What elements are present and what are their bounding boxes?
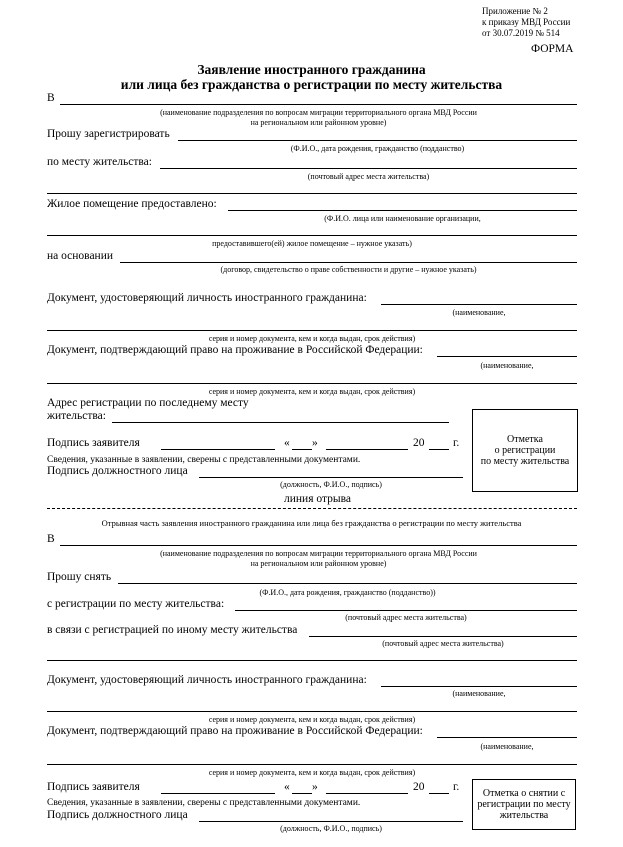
tear-official-sig-field[interactable] xyxy=(199,821,463,822)
basis-hint: (договор, свидетельство о праве собственности и другие – нужное указать) xyxy=(220,265,477,274)
register-label: Прошу зарегистрировать xyxy=(47,128,170,140)
official-hint: (должность, Ф.И.О., подпись) xyxy=(280,480,382,489)
dept-hint-1: (наименование подразделения по вопросам миграции территориального органа МВД России xyxy=(160,108,477,117)
tear-caption: Отрывная часть заявления иностранного гражданина или лица без гражданства о регистрации по месту жительства xyxy=(101,518,522,528)
due-to-field-2[interactable] xyxy=(47,660,577,661)
signature-label: Подпись заявителя xyxy=(47,437,140,449)
tear-verified-text: Сведения, указанные в заявлении, сверены с представленными документами. xyxy=(47,798,361,808)
tear-address-hint-2: (почтовый адрес места жительства) xyxy=(382,639,504,648)
deregistration-stamp-box xyxy=(472,779,576,830)
stamp-line-2: о регистрации xyxy=(494,445,556,456)
tear-right-doc-field-2[interactable] xyxy=(47,764,577,765)
right-doc-label: Документ, подтверждающий право на проживание в Российской Федерации: xyxy=(47,344,423,356)
month-field[interactable] xyxy=(326,449,408,450)
remove-label: Прошу снять xyxy=(47,571,112,583)
register-field[interactable] xyxy=(178,140,577,141)
tear-right-name-hint: (наименование, xyxy=(480,742,534,751)
stamp-line-1: Отметка xyxy=(507,434,543,445)
housing-label: Жилое помещение предоставлено: xyxy=(47,198,217,210)
tear-day-field[interactable] xyxy=(292,793,312,794)
page-title-line-2: или лица без гражданства о регистрации по месту жительства xyxy=(120,77,503,92)
housing-hint-1: (Ф.И.О. лица или наименование организации, xyxy=(324,214,481,223)
id-series-hint: серия и номер документа, кем и когда выдан, срок действия) xyxy=(208,334,416,343)
tear-year-suffix: г. xyxy=(453,781,460,793)
to-prefix: В xyxy=(47,92,55,104)
quote-close: » xyxy=(312,437,318,449)
year-prefix: 20 xyxy=(413,437,425,449)
tear-right-doc-label: Документ, подтверждающий право на проживание в Российской Федерации: xyxy=(47,725,423,737)
housing-field-2[interactable] xyxy=(47,235,577,236)
dept-field[interactable] xyxy=(60,104,577,105)
tear-right-doc-field[interactable] xyxy=(437,737,577,738)
tear-signature-field[interactable] xyxy=(161,793,275,794)
tear-month-field[interactable] xyxy=(326,793,408,794)
tear-quote-close: » xyxy=(312,781,318,793)
tear-address-hint: (почтовый адрес места жительства) xyxy=(345,613,467,622)
tear-id-name-hint: (наименование, xyxy=(452,689,506,698)
right-series-hint: серия и номер документа, кем и когда выдан, срок действия) xyxy=(208,387,416,396)
tear-quote-open: « xyxy=(284,781,290,793)
residence-field-2[interactable] xyxy=(47,193,577,194)
page-title-line-1: Заявление иностранного гражданина xyxy=(197,62,426,77)
year-field[interactable] xyxy=(429,449,449,450)
id-doc-label: Документ, удостоверяющий личность иностранного гражданина: xyxy=(47,292,367,304)
tear-line xyxy=(47,508,577,509)
last-addr-label-2: жительства: xyxy=(47,410,106,422)
tear-signature-label: Подпись заявителя xyxy=(47,781,140,793)
residence-label: по месту жительства: xyxy=(47,156,152,168)
verified-text: Сведения, указанные в заявлении, сверены с представленными документами. xyxy=(47,455,361,465)
id-doc-field-2[interactable] xyxy=(47,330,577,331)
year-suffix: г. xyxy=(453,437,460,449)
right-doc-field[interactable] xyxy=(437,356,577,357)
tear-official-sig-label: Подпись должностного лица xyxy=(47,809,188,821)
tear-year-field[interactable] xyxy=(429,793,449,794)
form-label: ФОРМА xyxy=(531,43,574,55)
appendix-line-2: к приказу МВД России xyxy=(482,17,571,27)
from-reg-field[interactable] xyxy=(235,610,577,611)
remove-field[interactable] xyxy=(118,583,577,584)
id-name-hint: (наименование, xyxy=(452,308,506,317)
housing-hint-2: предоставившего(ей) жилое помещение – нужное указать) xyxy=(212,239,412,248)
tear-id-series-hint: серия и номер документа, кем и когда выдан, срок действия) xyxy=(208,715,416,724)
housing-field[interactable] xyxy=(228,210,577,211)
residence-field[interactable] xyxy=(160,168,577,169)
dept-hint-2: на региональном или районном уровне) xyxy=(250,118,387,127)
right-name-hint: (наименование, xyxy=(480,361,534,370)
appendix-line-1: Приложение № 2 xyxy=(482,6,548,16)
from-reg-label: с регистрации по месту жительства: xyxy=(47,598,225,610)
tear-id-doc-field[interactable] xyxy=(381,686,577,687)
tear-dept-hint-1: (наименование подразделения по вопросам миграции территориального органа МВД России xyxy=(160,549,477,558)
quote-open: « xyxy=(284,437,290,449)
deregistration-stamp-text: Отметка о снятии с регистрации по месту жительства xyxy=(477,788,571,821)
id-doc-field[interactable] xyxy=(381,304,577,305)
tear-line-label: линия отрыва xyxy=(284,493,351,505)
tear-dept-hint-2: на региональном или районном уровне) xyxy=(250,559,387,568)
last-addr-field[interactable] xyxy=(112,422,449,423)
last-addr-label-1: Адрес регистрации по последнему месту xyxy=(47,397,249,409)
official-sig-field[interactable] xyxy=(199,477,463,478)
due-to-label: в связи с регистрацией по иному месту жительства xyxy=(47,624,298,636)
register-hint: (Ф.И.О., дата рождения, гражданство (подданство) xyxy=(290,144,465,153)
basis-label: на основании xyxy=(47,250,114,262)
tear-dept-field[interactable] xyxy=(60,545,577,546)
remove-hint: (Ф.И.О., дата рождения, гражданство (подданство)) xyxy=(259,588,436,597)
appendix-line-3: от 30.07.2019 № 514 xyxy=(482,28,560,38)
official-sig-label: Подпись должностного лица xyxy=(47,465,188,477)
tear-to-prefix: В xyxy=(47,533,55,545)
tear-year-prefix: 20 xyxy=(413,781,425,793)
tear-id-doc-label: Документ, удостоверяющий личность иностранного гражданина: xyxy=(47,674,367,686)
signature-field[interactable] xyxy=(161,449,275,450)
day-field[interactable] xyxy=(292,449,312,450)
tear-official-hint: (должность, Ф.И.О., подпись) xyxy=(280,824,382,833)
due-to-field[interactable] xyxy=(309,636,577,637)
tear-right-series-hint: серия и номер документа, кем и когда выдан, срок действия) xyxy=(208,768,416,777)
registration-stamp-box xyxy=(472,409,578,492)
stamp-line-3: по месту жительства xyxy=(480,456,570,467)
address-hint: (почтовый адрес места жительства) xyxy=(307,172,430,181)
right-doc-field-2[interactable] xyxy=(47,383,577,384)
basis-field[interactable] xyxy=(120,262,577,263)
tear-id-doc-field-2[interactable] xyxy=(47,711,577,712)
